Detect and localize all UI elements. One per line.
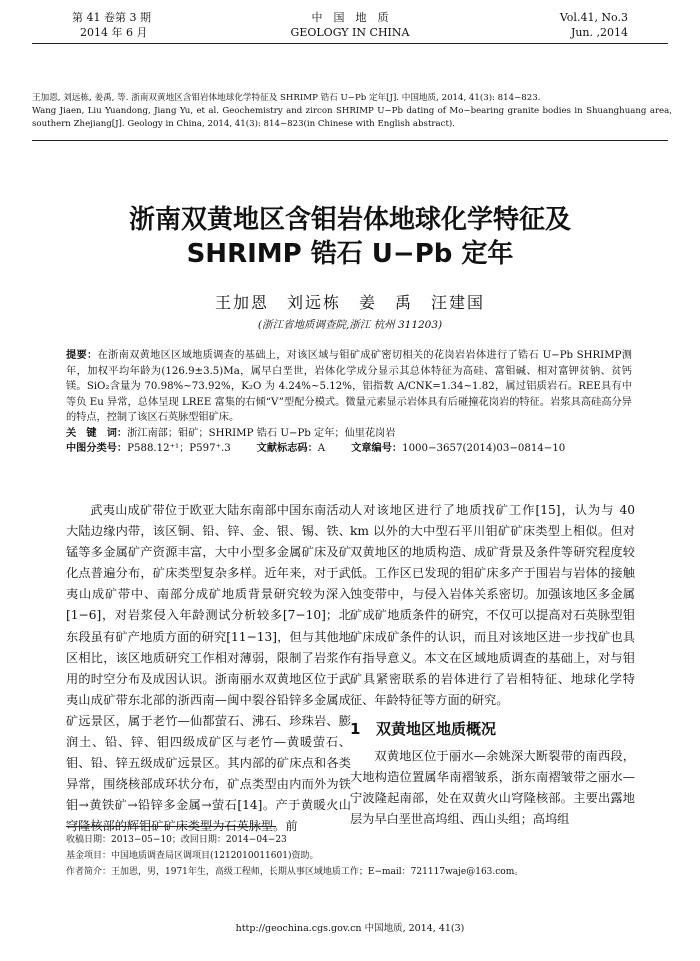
footnotes bbox=[66, 832, 666, 880]
header-rule bbox=[32, 43, 668, 44]
doc-code-value: A bbox=[317, 443, 326, 454]
fund-info: 基金项目：中国地质调查局区调项目(1212010011601)资助。 bbox=[66, 851, 319, 861]
journal-name-cn: 中 国 地 质 bbox=[311, 11, 389, 24]
received-date: 收稿日期：2013−05−10；改回日期：2014−04−23 bbox=[66, 835, 287, 845]
footnote-rule bbox=[66, 826, 276, 827]
body-paragraph: 双黄地区位于丽水—余姚深大断裂带的南西段，大地构造位置属华南褶皱系，浙东南褶皱带之丽水—宁波隆起南部，处在双黄火山穹隆核部。主要出露地层为早白垩世高坞组、西山头组；高坞组 bbox=[350, 749, 635, 827]
article-no-value: 1000−3657(2014)03−0814−10 bbox=[402, 443, 566, 454]
title-line-2: SHRIMP 锆石 U−Pb 定年 bbox=[186, 239, 514, 269]
body-column-left bbox=[66, 500, 351, 838]
page-footer: http://geochina.cgs.gov.cn 中国地质, 2014, 41(3) bbox=[235, 923, 465, 934]
keywords-text: 浙江南部；钼矿；SHRIMP 锆石 U−Pb 定年；仙里花岗岩 bbox=[127, 427, 396, 439]
abstract-label: 提要： bbox=[66, 350, 98, 361]
clc-label: 中图分类号： bbox=[66, 443, 128, 454]
journal-name-en: GEOLOGY IN CHINA bbox=[290, 26, 410, 39]
volume-issue: 第 41 卷第 3 期 bbox=[72, 11, 151, 24]
citation-cn: 王加恩, 刘远栋, 姜禹, 等. 浙南双黄地区含钼岩体地球化学特征及 SHRIMP 锆石 U−Pb 定年[J]. 中国地质, 2014, 41(3): 814−823. bbox=[32, 93, 541, 103]
header-right bbox=[560, 10, 628, 40]
issue-date: 2014 年 6 月 bbox=[80, 26, 148, 39]
author-bio: 作者简介：王加恩，男，1971年生，高级工程师，长期从事区域地质工作；E−mail：721117waje@163.com。 bbox=[66, 867, 524, 877]
article-no-label: 文章编号： bbox=[351, 443, 403, 454]
citation-block bbox=[32, 92, 672, 131]
affiliation: (浙江省地质调查院,浙江 杭州 311203) bbox=[257, 319, 443, 331]
body-paragraph: 武夷山成矿带位于欧亚大陆东南部中国东南活动大陆边缘内带，该区铜、铅、锌、金、银、锡、铁、锰等多金属矿产资源丰富，大中小型多金属矿床及矿化点普遍分布，矿床类型复杂多样。近年来，对于武夷山成矿带中、南部分成矿地质背景研究较为深入[1−6]，对岩浆侵入年龄测试分析较多[7−10]；北东段虽有矿产地质方面的研究[11−13]，但与其他地区相比，该区地质研究工作相对薄弱，限制了岩浆作用的时空分布及成因认识。浙南丽水双黄地区位于武夷山成矿带东北部的浙西南—闽中裂谷铅锌多金属成矿远景区，属于老竹—仙都萤石、沸石、珍珠岩、膨润土、铅、锌、钼四级成矿区与老竹—黄暖萤石、钼、铅、锌五级成矿远景区。其内部的矿床点和各类异常，围绕核部成环状分布，矿点类型由内而外为铁钼→黄铁矿→铅锌多金属→萤石[14]。产于黄暖火山穹隆核部的辉钼矿矿床类型为石英脉型。前 bbox=[66, 503, 351, 834]
citation-en: Wang Jiaen, Liu Yuandong, Jiang Yu, et al. Geochemistry and zircon SHRIMP U−Pb dating of Mo−bearing granite bodies in Shuanghuang area, southern Zhejiang[J]. Geology in China, 2014, 41(3): 814−823(in Chinese with English abstract). bbox=[32, 106, 672, 129]
title-line-1: 浙南双黄地区含钼岩体地球化学特征及 bbox=[128, 205, 571, 235]
volume-en: Vol.41, No.3 bbox=[559, 11, 628, 24]
article-no bbox=[351, 441, 565, 457]
clc bbox=[66, 441, 231, 457]
body-column-right bbox=[350, 500, 635, 830]
abstract-block bbox=[66, 348, 632, 457]
section-heading bbox=[350, 719, 635, 740]
doc-code-label: 文献标志码： bbox=[256, 443, 318, 454]
classification-line bbox=[66, 441, 632, 457]
section-number: 1 bbox=[350, 719, 361, 738]
authors: 王加恩 刘远栋 姜 禹 汪建国 bbox=[214, 293, 485, 312]
article-title bbox=[0, 203, 700, 271]
keywords-label: 关 键 词： bbox=[66, 427, 128, 439]
clc-value: P588.12⁺¹；P597⁺.3 bbox=[127, 443, 231, 454]
abstract-text: 在浙南双黄地区区域地质调查的基础上，对该区域与钼矿成矿密切相关的花岗岩岩体进行了锆石 U−Pb SHRIMP测年，加权平均年龄为(126.9±3.5)Ma，属早白垩世，岩体化学成分显示其总体特征为高硅、富钼碱、相对富钾贫钠、贫钙镁。SiO₂含量为 70.98%~73.92%，K₂O 为 4.24%~5.12%，铝指数 A/CNK=1.34~1.82，属过铝质岩石。REE具有中等负 Eu 异常，总体呈现 LREE 富集的右倾“V”型配分模式。微量元素显示岩体具有后碰撞花岗岩的特征。岩浆具高硅高分异的特点，控制了该区石英脉型钼矿床。 bbox=[66, 350, 632, 423]
date-en: Jun. ,2014 bbox=[570, 26, 628, 39]
section-title: 双黄地区地质概况 bbox=[376, 719, 497, 738]
body-paragraph: 人对该地区进行了地质找矿工作[15]，认为与 40 km 以外的大中型石平川钼矿矿床类型上相似。但对双黄地区的地质构造、成矿背景及条件等研究程度较低。工作区已发现的钼矿床多产于围岩与岩体的接触蚀变带中，与侵入岩体关系密切。加强该地区多金属矿成矿地质条件的研究，不仅可以提高对石英脉型钼矿床成矿条件的认识，而且对该地区进一步找矿也具有指导意义。本文在区域地质调查的基础上，对与钼矿具紧密联系的岩体进行了岩相特征、地球化学特征、年龄特征等方面的研究。 bbox=[350, 503, 635, 707]
citation-rule bbox=[32, 140, 668, 141]
doc-code bbox=[257, 441, 325, 457]
keywords bbox=[66, 426, 632, 442]
abstract bbox=[66, 348, 632, 426]
